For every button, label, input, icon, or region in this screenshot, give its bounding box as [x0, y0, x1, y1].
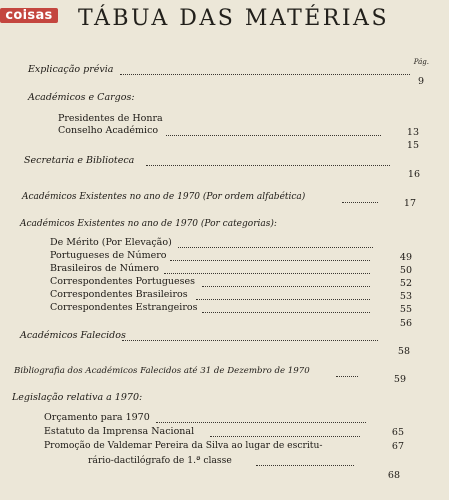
toc-entry-page: 49	[399, 252, 412, 263]
dot-leader	[256, 464, 354, 466]
toc-entry-page: 56	[399, 318, 412, 329]
toc-entry-text: Bibliografia dos Académicos Falecidos até 31 de Dezembro de 1970	[14, 366, 310, 376]
dot-leader	[342, 201, 378, 203]
toc-entry-text: Brasileiros de Número	[50, 263, 159, 274]
toc-entry-text: Correspondentes Brasileiros	[50, 289, 188, 300]
dot-leader	[166, 134, 381, 136]
toc-entry-text: Orçamento para 1970	[44, 412, 150, 423]
dot-leader	[202, 311, 370, 313]
dot-leader	[120, 73, 410, 75]
page-column-label: Pág.	[413, 58, 429, 66]
dot-leader	[178, 246, 373, 248]
toc-entry-text: Correspondentes Estrangeiros	[50, 302, 198, 313]
toc-section-heading: Legislação relativa a 1970:	[12, 392, 143, 403]
dot-leader	[170, 259, 370, 261]
dot-leader	[196, 298, 370, 300]
toc-entry-page: 55	[399, 304, 412, 315]
toc-entry-text: rário-dactilógrafo de 1.ª classe	[88, 455, 232, 466]
toc-entry-text: De Mérito (Por Elevação)	[50, 237, 172, 248]
dot-leader	[336, 375, 358, 377]
toc-entry-text: Estatuto da Imprensa Nacional	[44, 426, 195, 437]
toc-entry-page: 15	[406, 140, 419, 151]
toc-entry-page: 59	[393, 374, 406, 385]
page-title: TÁBUA DAS MATÉRIAS	[78, 6, 390, 31]
toc-entry-page: 58	[397, 346, 410, 357]
toc-entry-page: 68	[387, 470, 400, 481]
toc-entry-page: 65	[391, 427, 404, 438]
toc-entry-text: Académicos Falecidos	[20, 330, 126, 341]
toc-entry-text: Presidentes de Honra	[58, 113, 163, 124]
dot-leader	[156, 421, 366, 423]
toc-entry-page: 17	[403, 198, 416, 209]
toc-entry-text: Correspondentes Portugueses	[50, 276, 196, 287]
toc-entry-text: Promoção de Valdemar Pereira da Silva ao lugar de escritu-	[44, 440, 323, 451]
dot-leader	[210, 435, 360, 437]
toc-entry-page: 53	[399, 291, 412, 302]
toc-entry-text: Académicos Existentes no ano de 1970 (Por ordem alfabética)	[22, 192, 306, 202]
toc-entry-page: 67	[391, 441, 404, 452]
toc-entry-text: Explicação prévia	[28, 64, 114, 75]
toc-entry-page: 52	[399, 278, 412, 289]
toc-entry-page: 50	[399, 265, 412, 276]
toc-entry-page: 16	[407, 169, 420, 180]
dot-leader	[164, 272, 370, 274]
toc-entry-text: Portugueses de Número	[50, 250, 167, 261]
toc-entry-page: 13	[406, 127, 419, 138]
toc-entry-page: 9	[417, 76, 424, 87]
dot-leader	[146, 164, 390, 166]
dot-leader	[122, 339, 378, 341]
toc-entry-text: Conselho Académico	[58, 125, 159, 136]
toc-section-heading: Académicos e Cargos:	[28, 92, 135, 103]
dot-leader	[202, 285, 370, 287]
watermark-logo: coisas	[0, 8, 58, 23]
toc-section-heading: Académicos Existentes no ano de 1970 (Por categorias):	[20, 219, 277, 229]
toc-entry-text: Secretaria e Biblioteca	[24, 155, 135, 166]
